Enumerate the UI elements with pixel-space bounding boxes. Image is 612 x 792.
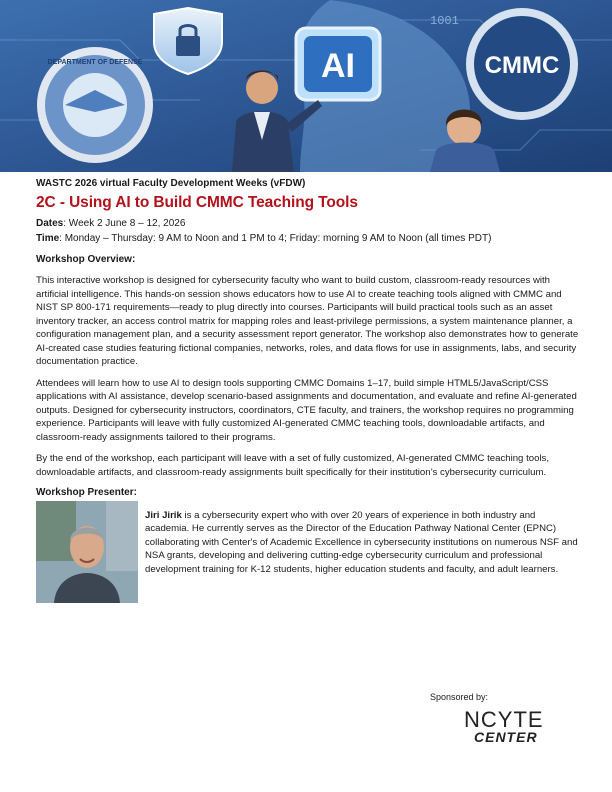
header-banner [0, 0, 612, 172]
overview-paragraph-3: By the end of the workshop, each participant will leave with a set of fully customized, AI-generated CMMC teaching tools, downloadable artifacts, and classroom-ready assignments built specifically for their institution’s cybersecurity curriculum. [36, 453, 549, 478]
overview-heading: Workshop Overview: [36, 254, 136, 265]
time-line [36, 232, 581, 245]
cmmc-label: CMMC [484, 52, 560, 79]
logo-center-text: CENTER [474, 729, 538, 745]
event-name: WASTC 2026 virtual Faculty Development Weeks (vFDW) [36, 178, 306, 189]
presenter-heading: Workshop Presenter: [36, 487, 137, 498]
banner-illustration [0, 0, 612, 172]
presenter-photo [36, 501, 138, 603]
presenter-bio-text: is a cybersecurity expert who with over 20 years of experience in both industry and academia. He currently serves as the Director of the Education Pathway National Center (EPNC) collaborating with Center's of Academic Excellence in cybersecurity institutions on numerous NSF and NSA grants, developing and delivering cutting-edge cybersecurity curriculum and professional development training for K-12 students, higher education students and faculty, and adult learners. [145, 509, 578, 575]
binary-text: 1001 [430, 14, 459, 28]
dates-line [36, 217, 581, 230]
dates-label: Dates [36, 218, 64, 229]
ai-label: AI [321, 47, 355, 85]
presenter-name: Jiri Jirik [145, 509, 182, 521]
sponsor-label: Sponsored by: [430, 692, 489, 702]
presenter-portrait-icon [36, 501, 138, 603]
logo-ncyte-text: NCYTE [464, 707, 544, 732]
dates-value: : Week 2 June 8 – 12, 2026 [63, 218, 186, 229]
presenter-bio [145, 509, 581, 577]
overview-paragraph-1: This interactive workshop is designed for cybersecurity faculty who want to build custom, classroom-ready resources with artificial intelligence. This hands-on session shows educators how to use AI to create teaching tools aligned with CMMC and NIST SP 800-171 requirements—ready to plug directly into courses. Participants will build practical tools such as an asset inventory tracker, an access control matrix for mapping roles and least-privilege permissions, a system maintenance planner, a configuration management plan, and a security assessment report generator. The workshop also demonstrates how to generate AI-created case studies featuring fictional companies, networks, roles, and data flows for use in assignments, labs, and security documentation practice. [36, 275, 579, 367]
overview-paragraph-2: Attendees will learn how to use AI to design tools supporting CMMC Domains 1–17, build simple HTML5/JavaScript/CSS applications with AI assistance, develop scenario-based assignments and documentation, and evaluate and refine AI-generated outputs. Designed for cybersecurity instructors, coordinators, CTE faculty, and trainers, the workshop requires no programming experience. Participants will leave with fully customized AI-generated CMMC teaching tools, downloadable artifacts, and classroom-ready assignments tailored to their programs. [36, 377, 577, 443]
presenter-section [36, 499, 581, 611]
time-value: : Monday – Thursday: 9 AM to Noon and 1 PM to 4; Friday: morning 9 AM to Noon (all times PDT) [59, 233, 492, 244]
workshop-title: 2C - Using AI to Build CMMC Teaching Tools [36, 194, 358, 211]
seal-text: DEPARTMENT OF DEFENSE [47, 59, 143, 66]
time-label: Time [36, 233, 60, 244]
ncyte-center-logo [460, 707, 568, 747]
flyer-content [36, 178, 581, 611]
